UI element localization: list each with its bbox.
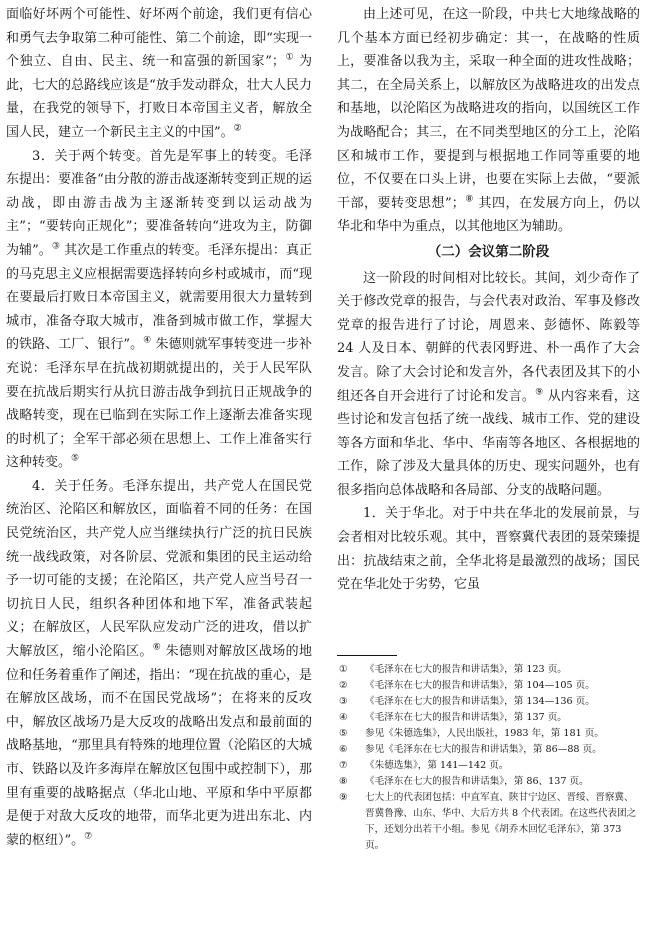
footnote bbox=[337, 710, 640, 726]
footnote-ref[interactable]: ⑦ bbox=[84, 831, 93, 842]
footnote-ref[interactable]: ⑤ bbox=[71, 453, 80, 464]
footnote bbox=[337, 662, 640, 678]
footnote-text: 参见《朱德选集》，人民出版社，1983 年，第 181 页。 bbox=[365, 728, 604, 739]
paragraph bbox=[337, 267, 640, 503]
footnote-ref[interactable]: ④ bbox=[143, 335, 152, 346]
right-column bbox=[337, 3, 640, 597]
paragraph bbox=[6, 145, 312, 475]
paragraph-text: 其四，在发展方向上，仍以华北和华中为重点，以其他地区为辅助。 bbox=[337, 195, 640, 235]
footnote-ref[interactable]: ② bbox=[233, 123, 242, 134]
footnote-text: 参见《毛泽东在七大的报告和讲话集》，第 86—88 页。 bbox=[365, 744, 602, 755]
paragraph-text: 这一阶段的时间相对比较长。其间，刘少奇作了关于修改党章的报告，与会代表对政治、军事及修改党章的报告进行了讨论，周恩来、彭德怀、陈毅等 24 人及日本、朝鲜的代表冈野进、朴一禹作了大会发言。除了大会讨论和发言外，各代表团及其下的小组还各自开会进行了讨论和发言。 bbox=[337, 270, 640, 404]
paragraph-text: 朱德则对解放区战场的地位和任务着重作了阐述，指出：“现在抗战的重心，是在解放区战场，而不在国民党战场”；在将来的反攻中，解放区战场乃是大反攻的战略出发点和最前面的战略基地，“那里具有特殊的地理位置（沦陷区的大城市、铁路以及许多海岸在解放区包围中或控制下），那里有重要的战略据点（华北山地、平原和华中平原都是便于对敌大反攻的地带，而华北更为进出东北、内蒙的枢纽）”。 bbox=[6, 644, 312, 848]
paragraph-text: 由上述可见，在这一阶段，中共七大地缘战略的几个基本方面已经初步确定：其一，在战略的性质上，要准备以我为主，采取一种全面的进攻性战略；其二，在全局关系上，以解放区为战略进攻的出发点和基地，以沦陷区为战略进攻的指向，以国统区工作为战略配合；其三，在不同类型地区的分工上，沦陷区和城市工作，要提到与根据地工作同等重要的地位，不仅要在口头上讲，也要在实际上去做，“要派干部，要转变思想”； bbox=[337, 7, 640, 211]
paragraph-text: 朱德则就军事转变进一步补充说：毛泽东早在抗战初期就提出的，关于人民军队要在抗战后期实行从抗日游击战争到抗日正规战争的战略转变，现在已临到在实际工作上逐渐去准备实现的时机了；全军干部必须在思想上、工作上准备实行这种转变。 bbox=[6, 337, 312, 471]
footnote-number: ③ bbox=[339, 696, 348, 707]
paragraph bbox=[337, 502, 640, 596]
footnote bbox=[337, 774, 640, 790]
footnote-number: ⑤ bbox=[339, 728, 348, 739]
footnotes bbox=[337, 662, 640, 854]
paragraph-text: 为此，七大的总路线应该是“放手发动群众，壮大人民力量，在我党的领导下，打败日本帝国主义者，解放全国人民，建立一个新民主主义的中国”。 bbox=[6, 54, 312, 140]
section-heading: （二）会议第二阶段 bbox=[427, 243, 550, 260]
footnote-text: 《毛泽东在七大的报告和讲话集》，第 104—105 页。 bbox=[365, 680, 595, 691]
paragraph-text: 4．关于任务。毛泽东提出，共产党人在国民党统治区、沦陷区和解放区，面临着不同的任务：在国民党统治区，共产党人应当继续执行广泛的抗日民族统一战线政策，对各阶层、党派和集团的民主运动给予一切可能的支援；在沦陷区，共产党人应当号召一切抗日人民，组织各种团体和地下军，准备武装起义；在解放区，人民军队应发动广泛的进攻，借以扩大解放区，缩小沦陷区。 bbox=[6, 478, 312, 660]
paragraph-text: 其次是工作重点的转变。毛泽东提出：真正的马克思主义应根据需要选择转向乡村或城市，而“现在要最后打败日本帝国主义，就需要用很大力量转到城市，准备夺取大城市，准备到城市做工作，掌握大的铁路、工厂、银行”。 bbox=[6, 242, 312, 353]
paragraph-text: 3．关于两个转变。首先是军事上的转变。毛泽东提出：要准备“由分散的游击战逐渐转变到正规的运动战，即由游击战为主逐渐转变到以运动战为主”；“要转向正规化”；要准备转向“进攻为主，防御为辅”。 bbox=[6, 148, 312, 258]
footnote bbox=[337, 726, 640, 742]
footnote-number: ⑥ bbox=[339, 744, 348, 755]
footnote-number: ⑨ bbox=[339, 792, 348, 803]
paragraph-text: 面临好坏两个可能性、好坏两个前途，我们更有信心和勇气去争取第二种可能性、第二个前途，即“实现一个独立、自由、民主、统一和富强的新国家”； bbox=[6, 7, 312, 70]
footnote-text: 《毛泽东在七大的报告和讲话集》，第 86、137 页。 bbox=[365, 776, 589, 787]
paragraph-text: 1．关于华北。对于中共在华北的发展前景，与会者相对比较乐观。其中，晋察冀代表团的聂荣臻提出：抗战结束之前，全华北将是最激烈的战场；国民党在华北处于劣势，它虽 bbox=[337, 506, 640, 593]
footnote bbox=[337, 758, 640, 774]
footnote-ref[interactable]: ⑨ bbox=[535, 387, 544, 398]
footnote-number: ④ bbox=[339, 712, 348, 723]
footnote-text: 《毛泽东在七大的报告和讲话集》，第 134—136 页。 bbox=[365, 696, 595, 707]
footnote-number: ⑦ bbox=[339, 760, 348, 771]
paragraph bbox=[6, 3, 312, 145]
left-column bbox=[6, 3, 312, 852]
paragraph bbox=[337, 3, 640, 239]
footnote-number: ① bbox=[339, 664, 348, 675]
footnote-divider bbox=[337, 655, 397, 656]
footnote-ref[interactable]: ① bbox=[284, 52, 295, 63]
footnote-text: 《朱德选集》，第 141—142 页。 bbox=[365, 760, 509, 771]
footnote-ref[interactable]: ⑧ bbox=[464, 194, 474, 205]
footnote-number: ② bbox=[339, 680, 348, 691]
footnote-number: ⑧ bbox=[339, 776, 348, 787]
footnote-text: 《毛泽东在七大的报告和讲话集》，第 123 页。 bbox=[365, 664, 567, 675]
footnote bbox=[337, 694, 640, 710]
footnote-text: 《毛泽东在七大的报告和讲话集》，第 137 页。 bbox=[365, 712, 567, 723]
footnote bbox=[337, 790, 640, 854]
footnote-ref[interactable]: ③ bbox=[51, 241, 60, 252]
footnote bbox=[337, 678, 640, 694]
paragraph bbox=[6, 475, 312, 853]
footnote bbox=[337, 742, 640, 758]
footnote-ref[interactable]: ⑥ bbox=[152, 642, 162, 653]
footnote-text: 七大上的代表团包括：中直军直、陕甘宁边区、晋绥、晋察冀、晋冀鲁豫、山东、华中、大后方共 8 个代表团。在这些代表团之下，还划分出若干小组。参见《胡乔木回忆毛泽东》，第 373 页。 bbox=[365, 792, 637, 851]
paragraph-text: 从内容来看，这些讨论和发言包括了统一战线、城市工作、党的建设等各方面和华北、华中、华南等各地区、各根据地的工作，除了涉及大量具体的历史、现实问题外，也有很多指向总体战略和各局部、分支的战略问题。 bbox=[337, 388, 640, 498]
